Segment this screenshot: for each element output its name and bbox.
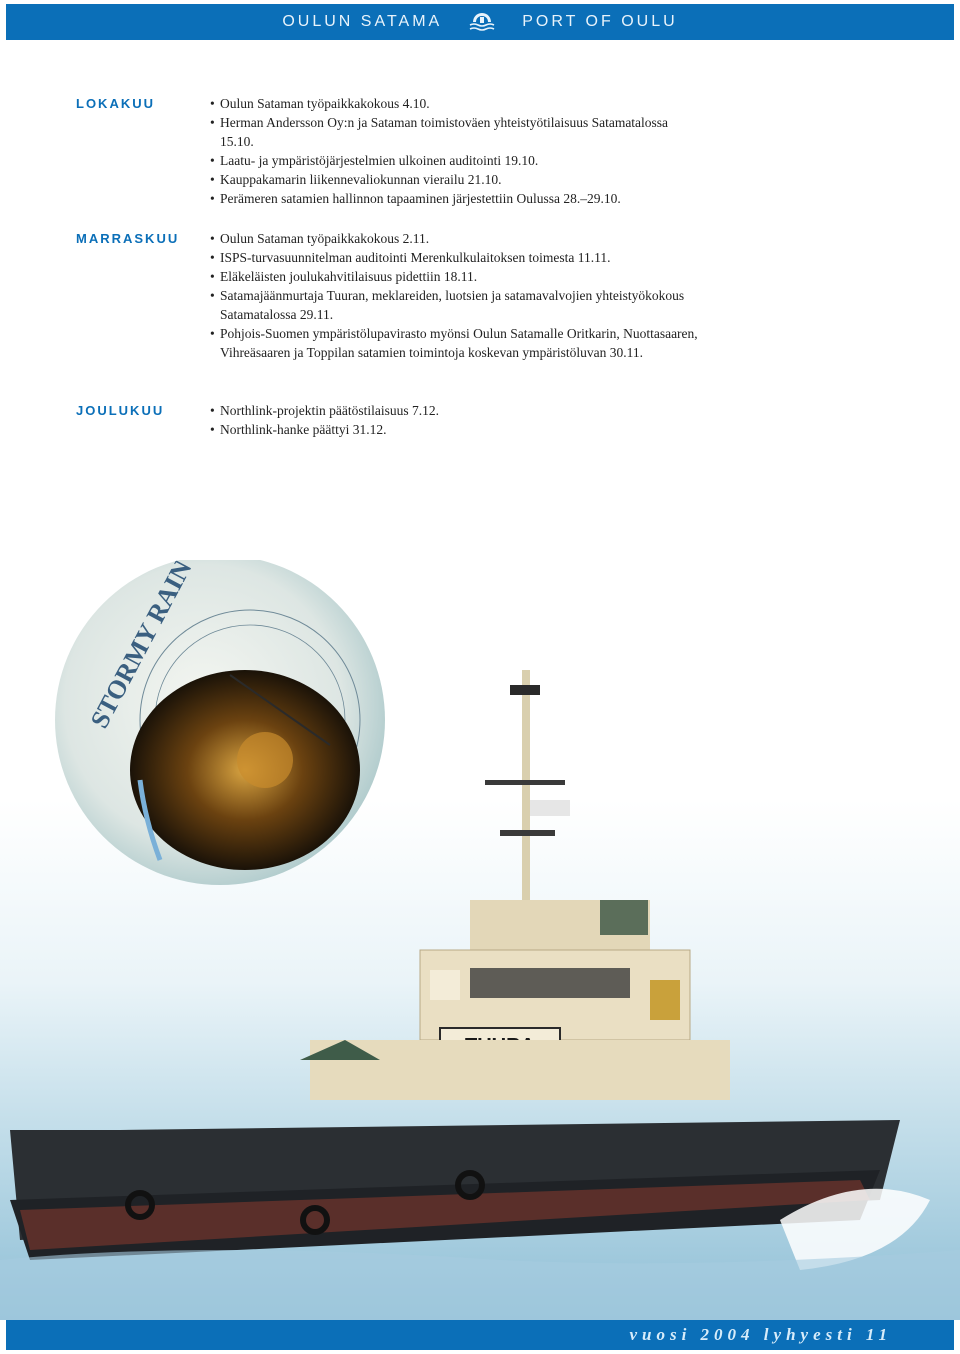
page-footer bbox=[6, 1320, 954, 1350]
header-title-fi: OULUN SATAMA bbox=[282, 13, 443, 30]
list-item: • Kauppakamarin liikennevaliokunnan vierailu 21.10. bbox=[210, 170, 700, 189]
month-label: JOULUKUU bbox=[76, 403, 165, 418]
list-item: • Oulun Sataman työpaikkakokous 2.11. bbox=[210, 229, 700, 248]
list-item: • Satamajäänmurtaja Tuuran, meklareiden, luotsien ja satamavalvojien yhteistyökokous Satamatalossa 29.11. bbox=[210, 286, 700, 324]
list-item: • Herman Andersson Oy:n ja Sataman toimistoväen yhteistyötilaisuus Satamatalossa 15.10. bbox=[210, 113, 700, 151]
photo-collage bbox=[0, 560, 960, 1320]
list-item: • Oulun Sataman työpaikkakokous 4.10. bbox=[210, 94, 700, 113]
list-item: • ISPS-turvasuunnitelman auditointi Merenkulkulaitoksen toimesta 11.11. bbox=[210, 248, 700, 267]
list-item: • Northlink-hanke päättyi 31.12. bbox=[210, 420, 700, 439]
event-list bbox=[210, 94, 700, 208]
header-title-en: PORT OF OULU bbox=[522, 13, 678, 30]
month-label: MARRASKUU bbox=[76, 231, 180, 246]
list-item: • Perämeren satamien hallinnon tapaaminen järjestettiin Oulussa 28.–29.10. bbox=[210, 189, 700, 208]
event-list bbox=[210, 401, 700, 439]
month-label: LOKAKUU bbox=[76, 96, 155, 111]
port-logo-icon bbox=[468, 11, 496, 33]
list-item: • Northlink-projektin päätöstilaisuus 7.12. bbox=[210, 401, 700, 420]
list-item: • Laatu- ja ympäristöjärjestelmien ulkoinen auditointi 19.10. bbox=[210, 151, 700, 170]
list-item: • Eläkeläisten joulukahvitilaisuus pidettiin 18.11. bbox=[210, 267, 700, 286]
list-item: • Pohjois-Suomen ympäristölupavirasto myönsi Oulun Satamalle Oritkarin, Nuottasaaren, Vihreäsaaren ja Toppilan satamien toimintoja koskevan ympäristöluvan 30.11. bbox=[210, 324, 700, 362]
barometer-image bbox=[55, 560, 385, 885]
event-list bbox=[210, 229, 700, 362]
footer-text: vuosi 2004 lyhyesti 11 bbox=[629, 1325, 892, 1344]
page-header bbox=[6, 4, 954, 40]
